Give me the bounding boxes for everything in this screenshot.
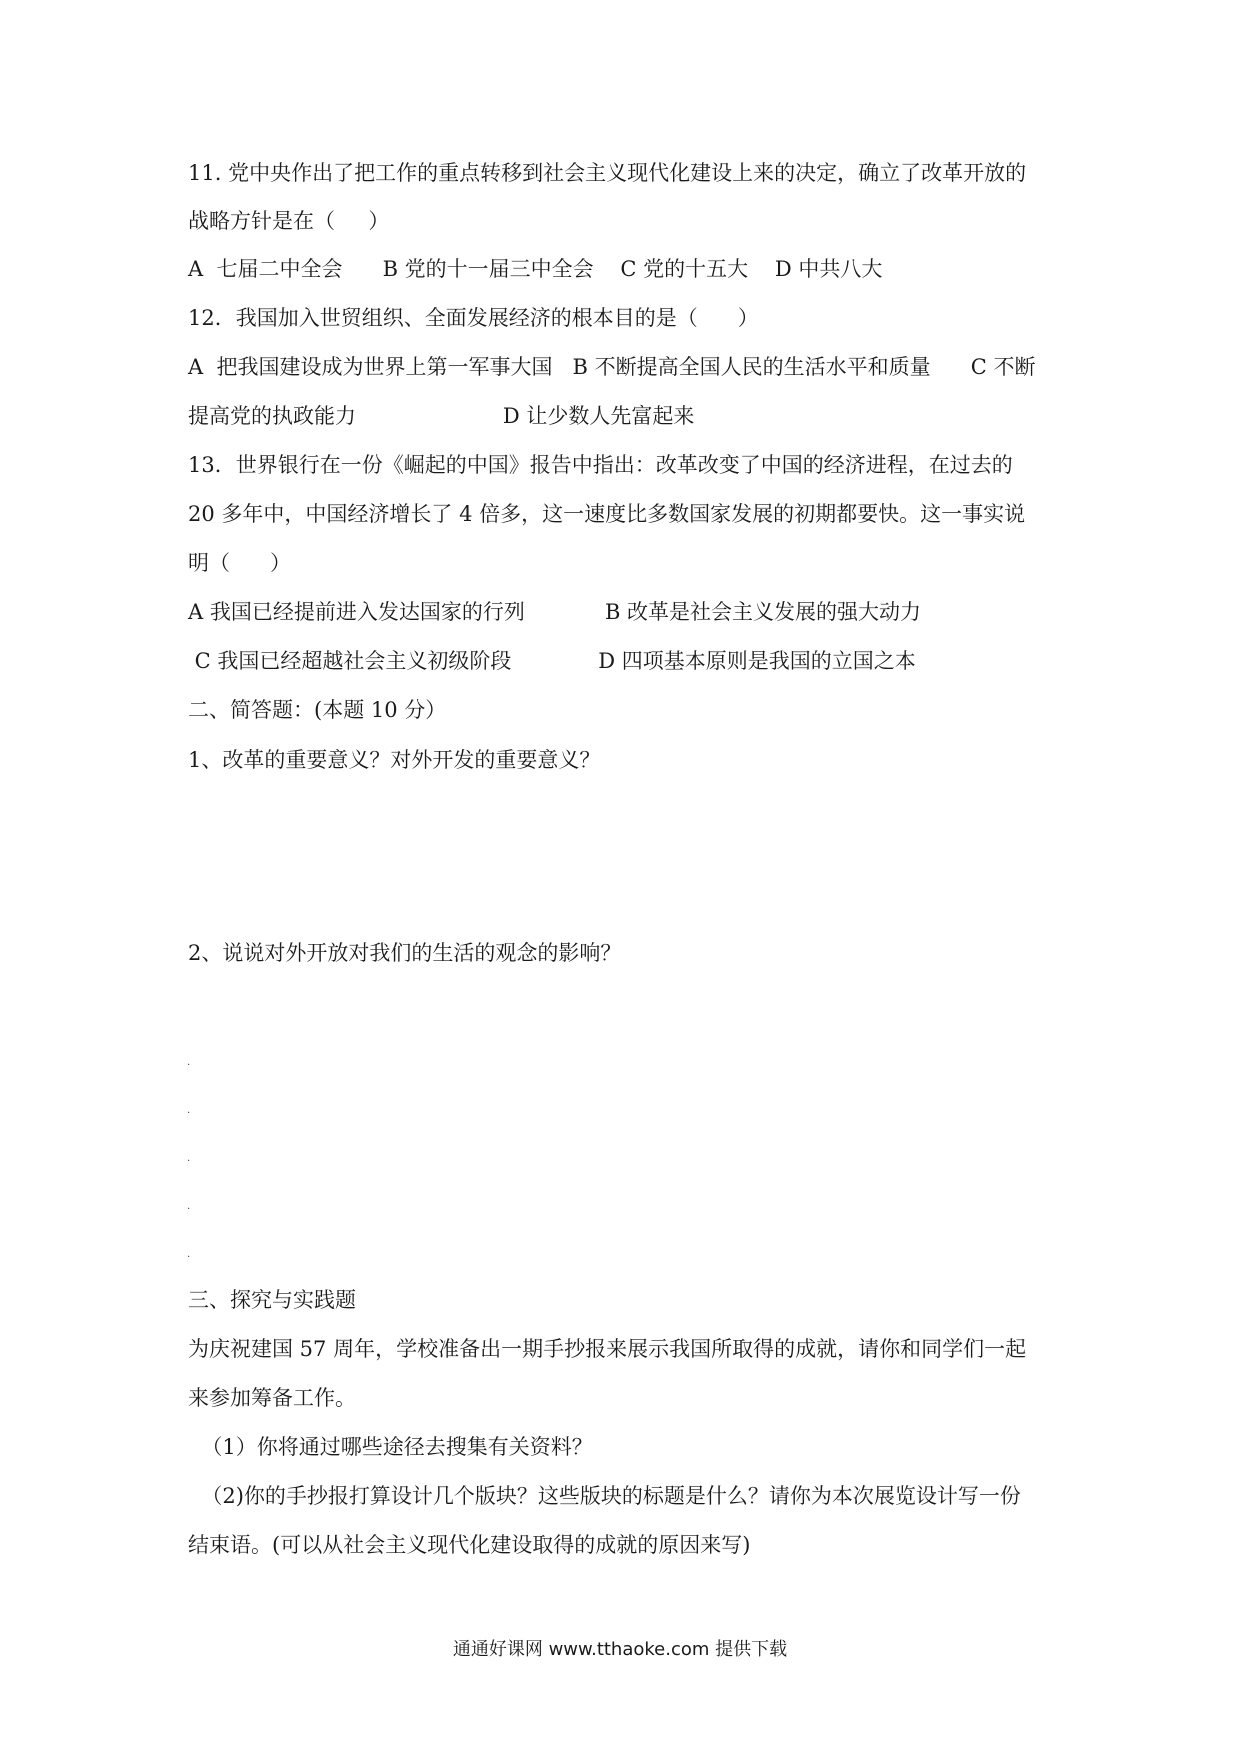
- paragraph-mark: .: [187, 1153, 191, 1164]
- section-3-intro: 为庆祝建国 57 周年，学校准备出一期手抄报来展示我国所取得的成就，请你和同学们一起: [188, 1337, 1027, 1361]
- question-13-options-cd: C 我国已经超越社会主义初级阶段 D 四项基本原则是我国的立国之本: [188, 649, 916, 673]
- question-11-text-cont: 战略方针是在（ ）: [188, 209, 390, 233]
- question-12-options-cont: 提高党的执政能力 D 让少数人先富起来: [188, 404, 695, 428]
- question-11-options: A 七届二中全会 B 党的十一届三中全会 C 党的十五大 D 中共八大: [188, 257, 883, 281]
- short-answer-2: 2、说说对外开放对我们的生活的观念的影响？: [188, 941, 622, 965]
- paragraph-mark: .: [187, 1201, 191, 1212]
- question-13-text: 13．世界银行在一份《崛起的中国》报告中指出：改革改变了中国的经济进程，在过去的: [188, 453, 1013, 477]
- section-3-intro-cont: 来参加筹备工作。: [188, 1386, 356, 1410]
- paragraph-mark: .: [187, 1057, 191, 1068]
- paragraph-mark: .: [187, 1249, 191, 1260]
- section-3-subquestion-2: （2)你的手抄报打算设计几个版块？这些版块的标题是什么？请你为本次展览设计写一份: [188, 1484, 1021, 1508]
- section-3-heading: 三、探究与实践题: [188, 1288, 356, 1312]
- section-3-subquestion-1: （1）你将通过哪些途径去搜集有关资料？: [188, 1435, 593, 1459]
- short-answer-1: 1、改革的重要意义？对外开发的重要意义？: [188, 748, 601, 772]
- paragraph-mark: .: [187, 1105, 191, 1116]
- question-12-options: A 把我国建设成为世界上第一军事大国 B 不断提高全国人民的生活水平和质量 C 不断: [188, 355, 1036, 379]
- section-2-heading: 二、简答题：(本题 10 分）: [188, 698, 447, 722]
- question-13-options-ab: A 我国已经提前进入发达国家的行列 B 改革是社会主义发展的强大动力: [188, 600, 922, 624]
- footer-watermark: 通通好课网 www.tthaoke.com 提供下载: [452, 1639, 788, 1660]
- question-12-text: 12．我国加入世贸组织、全面发展经济的根本目的是（ ）: [188, 306, 759, 330]
- question-11-text: 11. 党中央作出了把工作的重点转移到社会主义现代化建设上来的决定，确立了改革开放的: [188, 161, 1027, 185]
- question-13-text-end: 明（ ）: [188, 551, 292, 575]
- question-13-text-cont: 20 多年中，中国经济增长了 4 倍多，这一速度比多数国家发展的初期都要快。这一事实说: [188, 502, 1026, 526]
- section-3-subquestion-2-cont: 结束语。(可以从社会主义现代化建设取得的成就的原因来写): [188, 1533, 751, 1557]
